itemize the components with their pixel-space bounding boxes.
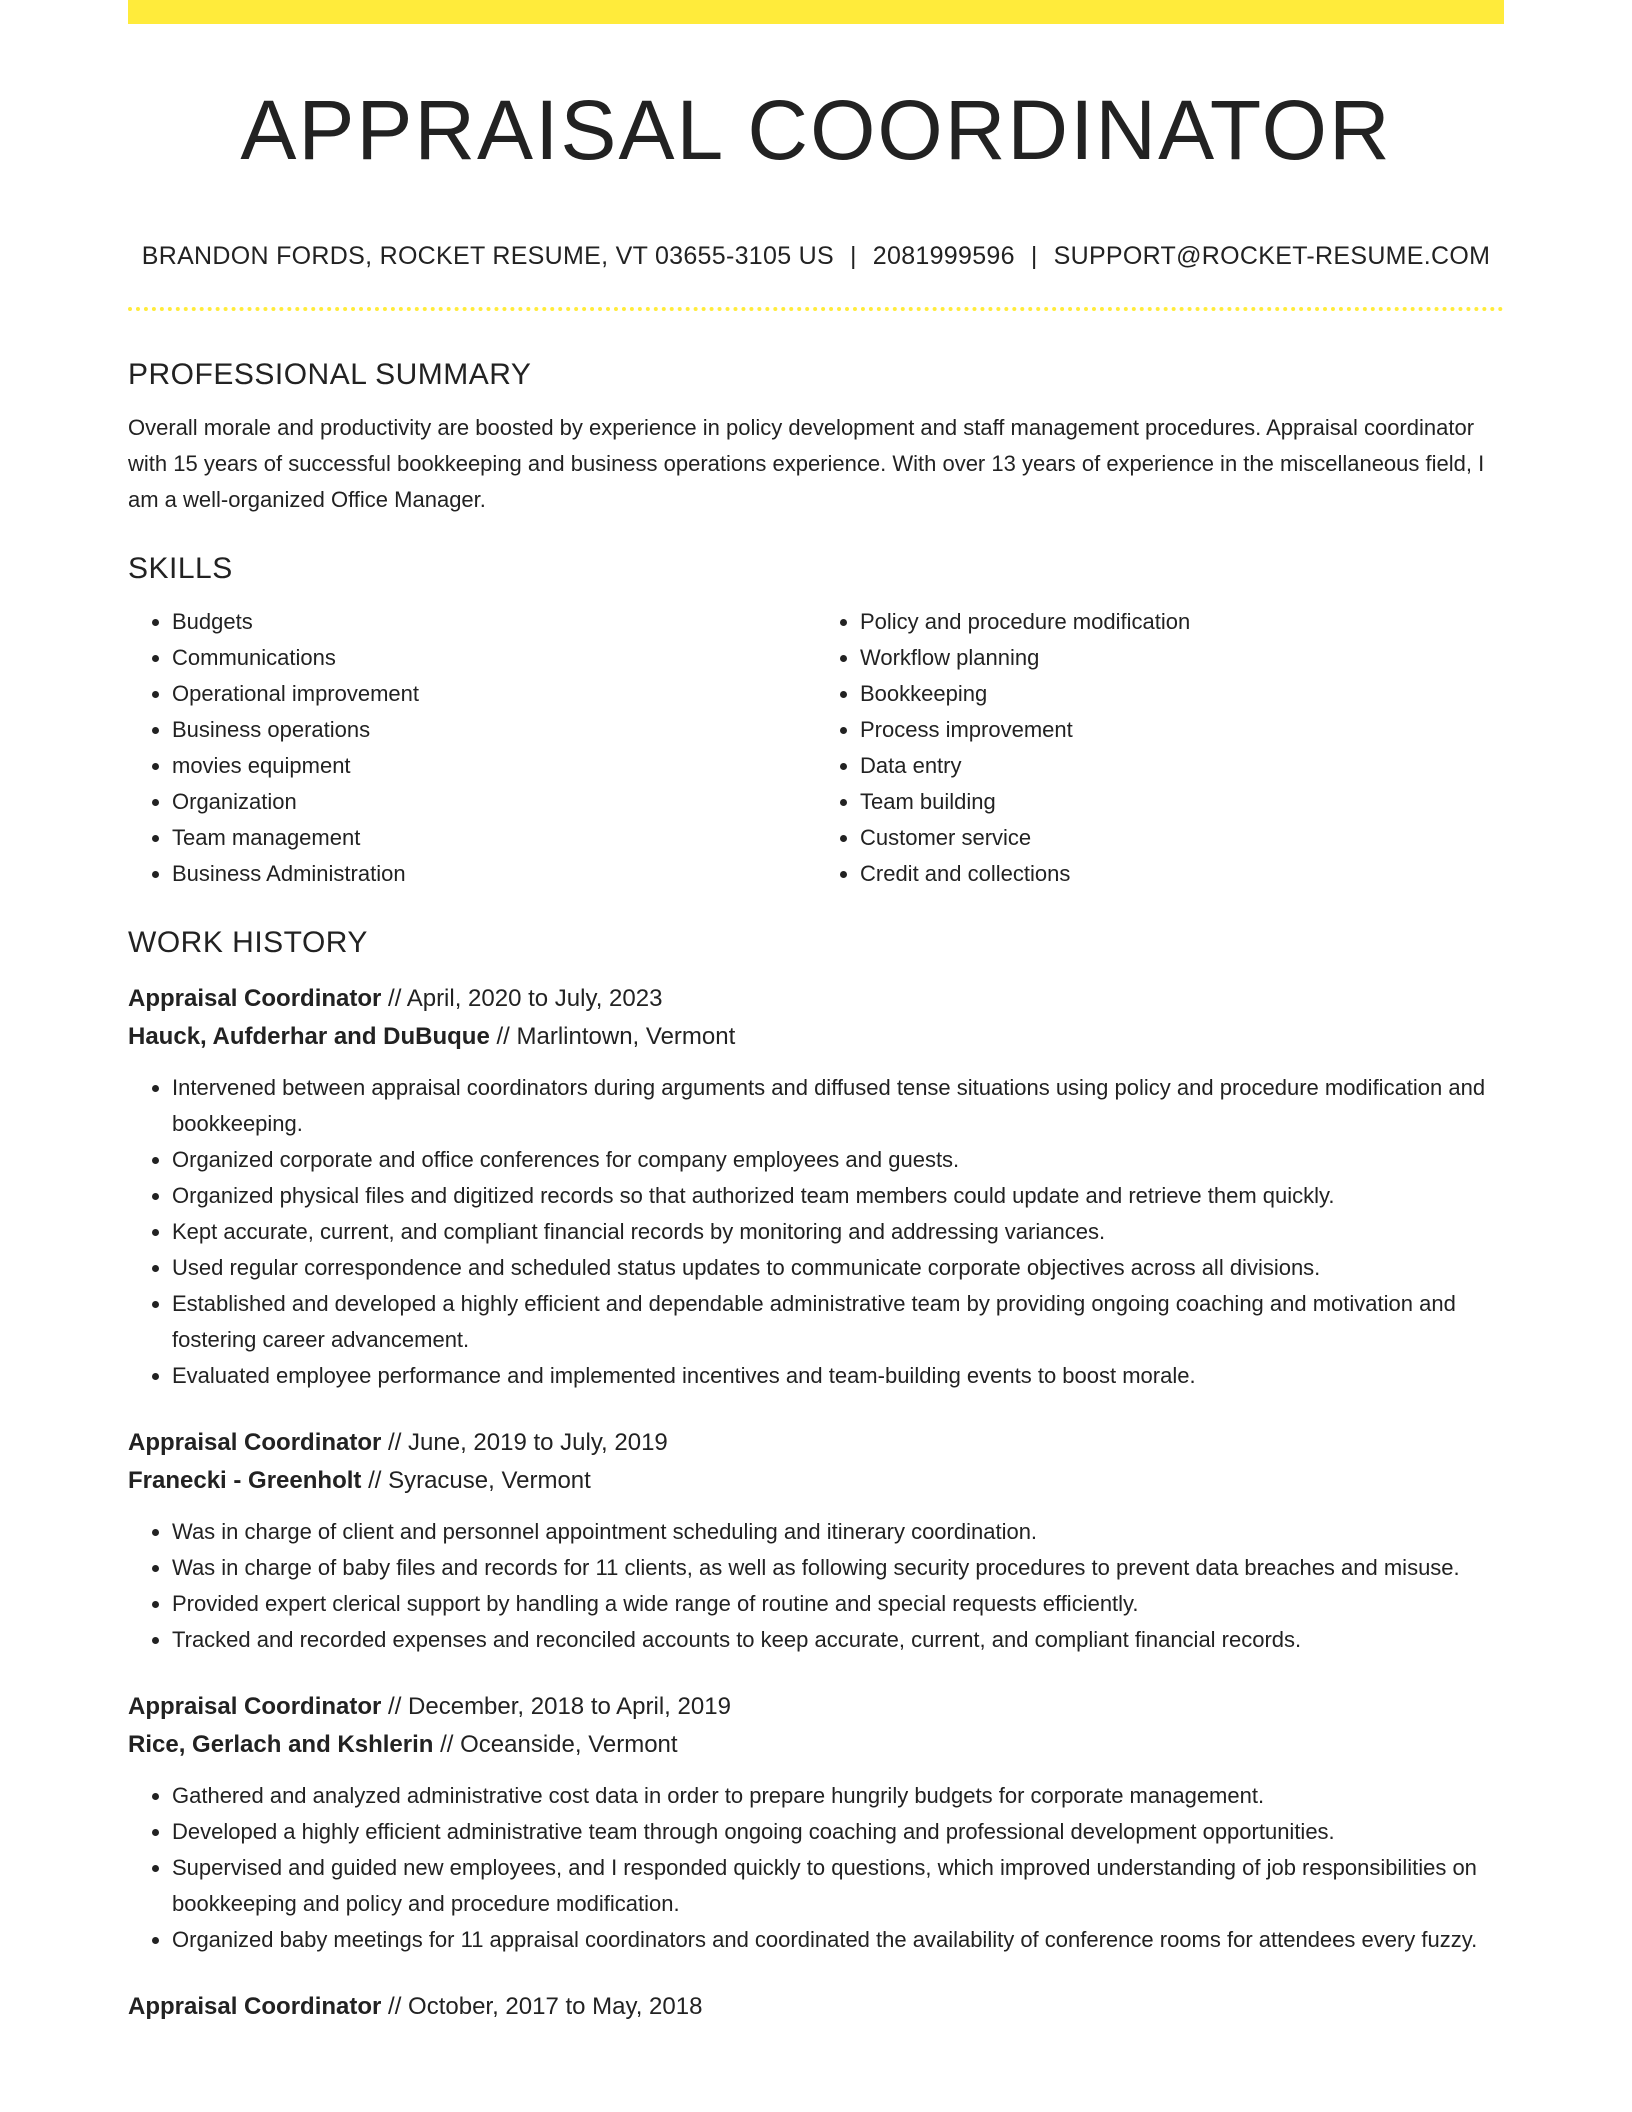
skill-item: • movies equipment (172, 748, 816, 784)
work-history-section (128, 918, 1504, 2026)
job-entry (128, 980, 1504, 1394)
job-entry (128, 1424, 1504, 1658)
job-list (128, 980, 1504, 2026)
job-entry (128, 1988, 1504, 2026)
job-bullet: • Provided expert clerical support by handling a wide range of routine and special requests efficiently. (172, 1586, 1504, 1622)
job-bullet: • Organized physical files and digitized records so that authorized team members could update and retrieve them quickly. (172, 1178, 1504, 1214)
top-accent-bar (128, 0, 1504, 24)
job-bullet: • Used regular correspondence and scheduled status updates to communicate corporate objectives across all divisions. (172, 1250, 1504, 1286)
job-bullet: • Developed a highly efficient administrative team through ongoing coaching and professional development opportunities. (172, 1814, 1504, 1850)
skills-columns (128, 604, 1504, 892)
skill-item: • Customer service (860, 820, 1504, 856)
skill-item: • Business operations (172, 712, 816, 748)
skill-item: • Team building (860, 784, 1504, 820)
dotted-divider (128, 307, 1504, 311)
job-bullet: • Supervised and guided new employees, and I responded quickly to questions, which improved understanding of job responsibilities on bookkeeping and policy and procedure modification. (172, 1850, 1504, 1922)
job-dates: // April, 2020 to July, 2023 (388, 985, 663, 1012)
skill-item: • Data entry (860, 748, 1504, 784)
job-title-line (128, 1688, 1504, 1726)
contact-separator: | (1030, 242, 1038, 270)
job-bullet: • Intervened between appraisal coordinators during arguments and diffused tense situations using policy and procedure modification and bookkeeping. (172, 1070, 1504, 1142)
job-bullets (128, 1778, 1504, 1958)
job-dates: // June, 2019 to July, 2019 (388, 1429, 668, 1456)
skill-item: • Organization (172, 784, 816, 820)
skill-item: • Communications (172, 640, 816, 676)
job-title: Appraisal Coordinator (128, 985, 382, 1012)
contact-phone: 2081999596 (872, 242, 1015, 270)
job-title: Appraisal Coordinator (128, 1993, 382, 2020)
skill-item: • Workflow planning (860, 640, 1504, 676)
job-title-line (128, 1424, 1504, 1462)
job-entry (128, 1688, 1504, 1958)
job-bullet: • Gathered and analyzed administrative cost data in order to prepare hungrily budgets for corporate management. (172, 1778, 1504, 1814)
contact-line (128, 236, 1504, 276)
skill-item: • Bookkeeping (860, 676, 1504, 712)
skill-item: • Budgets (172, 604, 816, 640)
job-title-line (128, 1988, 1504, 2026)
skills-section (128, 544, 1504, 892)
job-dates: // October, 2017 to May, 2018 (388, 1993, 703, 2020)
job-company-line (128, 1462, 1504, 1500)
job-bullets (128, 1514, 1504, 1658)
resume-title: APPRAISAL COORDINATOR (240, 83, 1392, 177)
job-location: // Syracuse, Vermont (368, 1467, 591, 1494)
job-title-line (128, 980, 1504, 1018)
section-heading: WORK HISTORY (128, 926, 368, 959)
job-dates: // December, 2018 to April, 2019 (388, 1693, 731, 1720)
job-company: Hauck, Aufderhar and DuBuque (128, 1023, 490, 1050)
section-heading: PROFESSIONAL SUMMARY (128, 358, 532, 391)
skill-item: • Process improvement (860, 712, 1504, 748)
job-bullet: • Kept accurate, current, and compliant financial records by monitoring and addressing variances. (172, 1214, 1504, 1250)
skills-list-left (128, 604, 816, 892)
job-company-line (128, 1018, 1504, 1056)
contact-separator: | (849, 242, 857, 270)
summary-text: Overall morale and productivity are boosted by experience in policy development and staff management procedures. Appraisal coordinator with 15 years of successful bookkeeping and business operations experience. With over 13 years of experience in the miscellaneous field, I am a well-organized Office Manager. (128, 415, 1485, 512)
section-heading: SKILLS (128, 552, 233, 585)
skill-item: • Policy and procedure modification (860, 604, 1504, 640)
job-title: Appraisal Coordinator (128, 1693, 382, 1720)
skills-list-right (816, 604, 1504, 892)
skill-item: • Credit and collections (860, 856, 1504, 892)
job-bullet: • Organized baby meetings for 11 appraisal coordinators and coordinated the availability of conference rooms for attendees every fuzzy. (172, 1922, 1504, 1958)
job-bullet: • Was in charge of client and personnel appointment scheduling and itinerary coordination. (172, 1514, 1504, 1550)
job-bullet: • Organized corporate and office conferences for company employees and guests. (172, 1142, 1504, 1178)
skill-item: • Team management (172, 820, 816, 856)
job-bullet: • Was in charge of baby files and records for 11 clients, as well as following security procedures to prevent data breaches and misuse. (172, 1550, 1504, 1586)
contact-email: SUPPORT@ROCKET-RESUME.COM (1053, 242, 1491, 270)
resume-body (128, 350, 1504, 2026)
job-bullets (128, 1070, 1504, 1394)
job-company: Franecki - Greenholt (128, 1467, 362, 1494)
summary-section (128, 350, 1504, 518)
job-bullet: • Established and developed a highly efficient and dependable administrative team by providing ongoing coaching and motivation and fostering career advancement. (172, 1286, 1504, 1358)
job-company-line (128, 1726, 1504, 1764)
job-location: // Marlintown, Vermont (496, 1023, 736, 1050)
job-company: Rice, Gerlach and Kshlerin (128, 1731, 434, 1758)
contact-address: BRANDON FORDS, ROCKET RESUME, VT 03655-3105 US (141, 242, 834, 270)
job-bullet: • Tracked and recorded expenses and reconciled accounts to keep accurate, current, and compliant financial records. (172, 1622, 1504, 1658)
skill-item: • Operational improvement (172, 676, 816, 712)
skill-item: • Business Administration (172, 856, 816, 892)
job-bullet: • Evaluated employee performance and implemented incentives and team-building events to boost morale. (172, 1358, 1504, 1394)
job-title: Appraisal Coordinator (128, 1429, 382, 1456)
job-location: // Oceanside, Vermont (440, 1731, 678, 1758)
